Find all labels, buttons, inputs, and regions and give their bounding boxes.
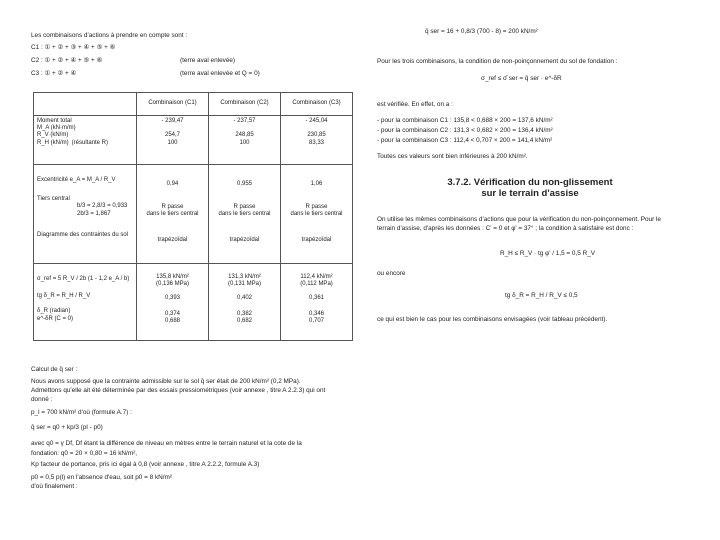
paragraph-line: Nous avons supposé que la contrainte admissible sur le sol q̄ ser était de 200 kN/m² (0,2 MPa).: [31, 378, 301, 385]
condition-formula: σ_ref ≤ σ̄ ser = q̄ ser · e^-δR: [481, 75, 562, 82]
all-below-text: Toutes ces valeurs sont bien inférieures à 200 kN/m².: [377, 153, 528, 160]
table-row: [34, 116, 353, 165]
header-c3: Combinaison (C3): [281, 93, 353, 116]
paragraph-line: Pour les trois combinaisons, la condition de non-poinçonnement du sol de fondation :: [377, 58, 618, 65]
section-heading: 3.7.2. Vérification du non-glissement sur le terrain d'assise: [447, 177, 613, 200]
finally-text: d'où finalement :: [31, 483, 78, 490]
cell: 0,955 R passe dans le tiers central trapézoïdal: [209, 165, 281, 264]
table-row: [34, 264, 353, 341]
bullet-c2: - pour la combinaison C2 : 131,3 < 0,682 × 200 = 136,4 kN/m²: [377, 127, 553, 134]
cell: 0,94 R passe dans le tiers central trapézoïdal: [137, 165, 209, 264]
equation-2: tg δ_R = R_H / R_V ≤ 0,5: [505, 292, 578, 299]
cell: - 245,04 230,85 83,33: [281, 116, 353, 165]
bullet-c1: - pour la combinaison C1 : 135,8 < 0,688 × 200 = 137,6 kN/m²: [377, 117, 553, 124]
equation-1: R_H ≤ R_V · tg φ' / 1,5 = 0,5 R_V: [500, 250, 596, 257]
table-row: [34, 165, 353, 264]
combinations-table: [33, 92, 353, 341]
combo-c1: C1 : ① + ② + ③ + ④ + ⑤ + ⑥: [31, 44, 116, 51]
row-labels: Moment total M_A (kN·m/m) R_V (kN/m) R_H (kN/m) (résultante R): [34, 116, 137, 165]
paragraph-line: terrain d'assise, d'après les données : C' = 0 et φ' = 37° ; la condition à satisfaire est donc :: [377, 225, 634, 232]
conclusion-text: ce qui est bien le cas pour les combinaisons envisagées (voir tableau précédent).: [377, 316, 608, 323]
intro-text: Les combinaisons d'actions à prendre en compte sont :: [31, 32, 188, 39]
row-labels: Excentricité e_A = M_A / R_V Tiers central b/3 = 2,8/3 = 0,933 2b/3 = 1,867 Diagramme des contraintes du sol: [34, 165, 137, 264]
cell: - 239,47 254,7 100: [137, 116, 209, 165]
header-c2: Combinaison (C2): [209, 93, 281, 116]
cell: 1,06 R passe dans le tiers central trapézoïdal: [281, 165, 353, 264]
fondation-text: fondation: q0 = 20 × 0,80 = 16 kN/m²,: [31, 450, 138, 457]
calc-title: Calcul de q̄ ser :: [31, 366, 78, 373]
row-labels: σ_ref = 5 R_V / 2b (1 - 1,2 e_A / b) tg δ_R = R_H / R_V δ_R (radian) e^-δR (C = 0): [34, 264, 137, 341]
cell: - 237,57 248,85 100: [209, 116, 281, 165]
header-c1: Combinaison (C1): [137, 93, 209, 116]
p0-text: p0 = 0,5 p(l) en l'absence d'eau, soit p0 = 8 kN/m²: [31, 474, 172, 481]
qser-formula: q̄ ser = q0 + kp/3 (pl - p0): [31, 424, 103, 431]
table-header-row: [34, 93, 353, 116]
avec-text: avec q0 = γ Df, Df étant la différence de niveau en mètres entre le terrain naturel et la cote de la: [31, 440, 302, 447]
qser-value: q̄ ser = 16 + 0,8/3 (700 - 8) = 200 kN/m²: [425, 28, 538, 35]
cell: 112,4 kN/m² (0,112 MPa) 0,361 0,346 0,707: [281, 264, 353, 341]
pl-text: p_l = 700 kN/m² d'où (formule A.7) :: [31, 409, 132, 416]
paragraph-line: Admettons qu'elle ait été déterminée par des essais pressiométriques (voir annexe , titre A 2.2.3) qui ont: [31, 387, 326, 394]
cell: 135,8 kN/m² (0,136 MPa) 0,393 0,374 0,688: [137, 264, 209, 341]
paragraph-line: On utilise les mêmes combinaisons d'actions que pour la vérification du non-poinçonnement. Pour le: [377, 216, 661, 223]
paragraph-line: donné :: [31, 396, 53, 403]
ou-encore: ou encore: [377, 270, 406, 277]
kp-text: Kp facteur de portance, pris ici égal à 0,8 (voir annexe , titre A 2.2.2, formule A.3): [31, 461, 260, 468]
combo-c3: C3 : ① + ② + ④: [31, 70, 77, 77]
verified-text: est vérifiée. En effet, on a :: [377, 101, 453, 108]
combo-c2: C2 : ① + ② + ④ + ⑤ + ⑥: [31, 57, 103, 64]
cell: 131,3 kN/m² (0,131 MPa) 0,402 0,382 0,682: [209, 264, 281, 341]
combo-c3-note: (terre aval enlevée et Q = 0): [180, 70, 260, 77]
combo-c2-note: (terre aval enlevée): [180, 57, 236, 64]
bullet-c3: - pour la combinaison C3 : 112,4 < 0,707 × 200 = 141,4 kN/m²: [377, 137, 553, 144]
